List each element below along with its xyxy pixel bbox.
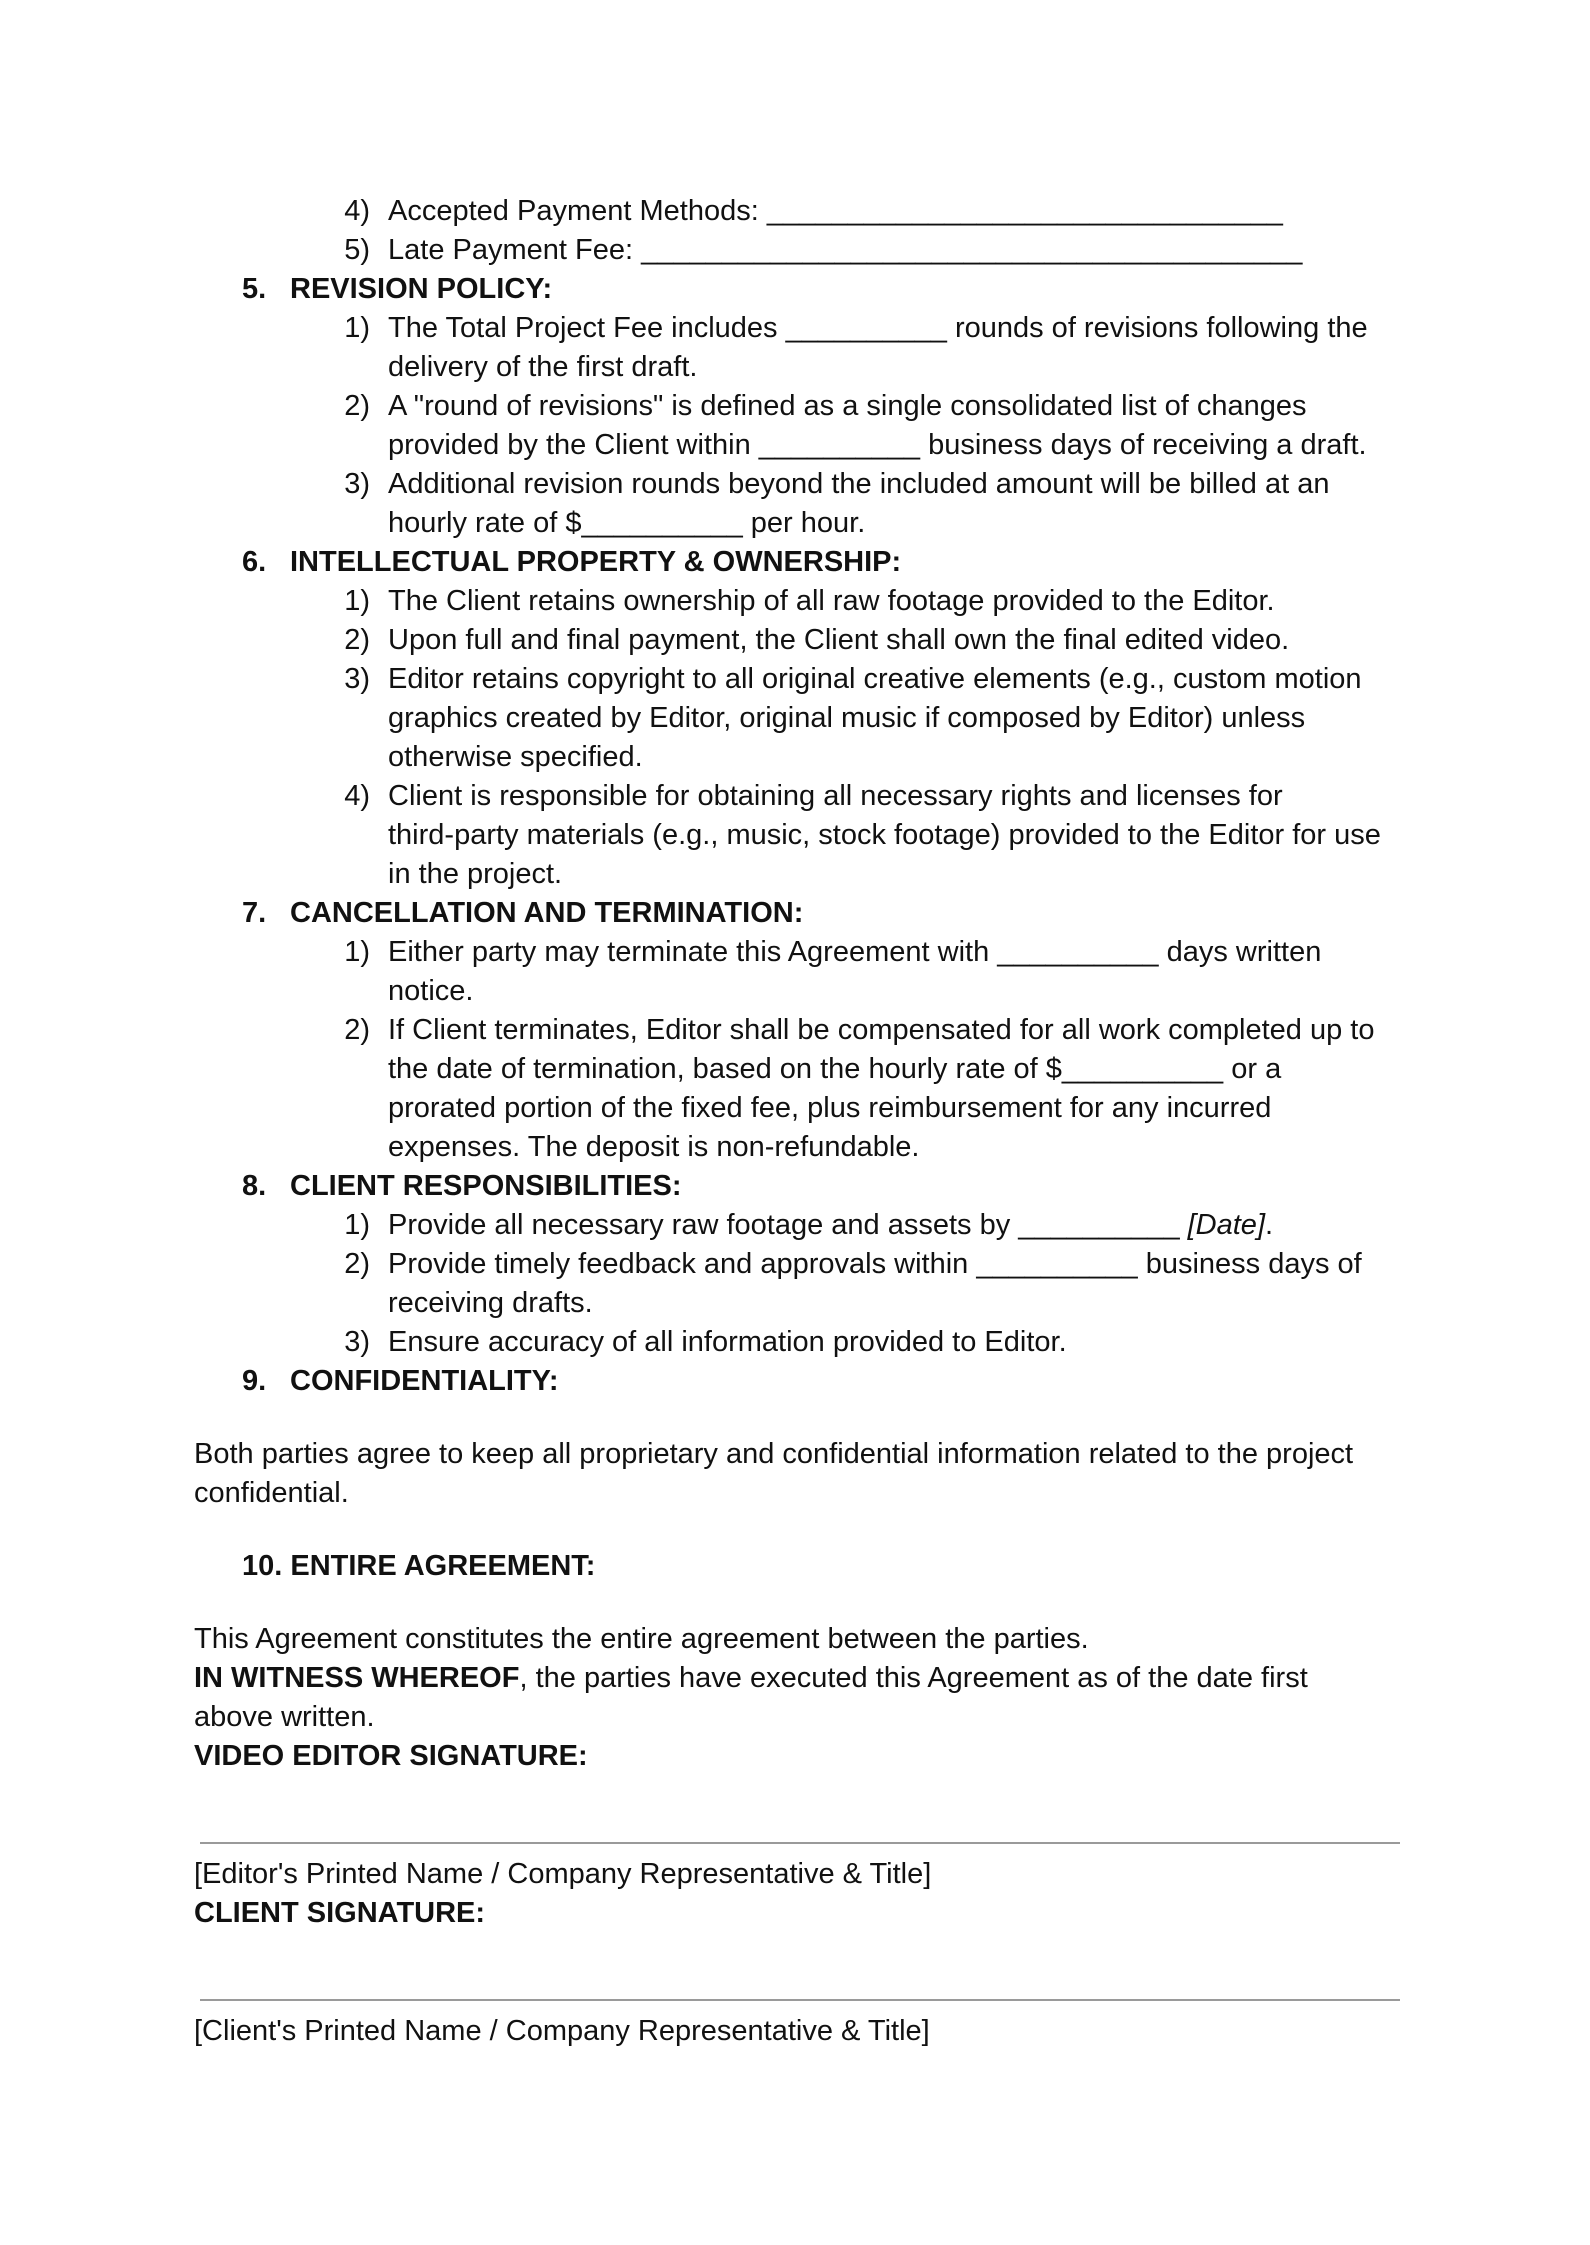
editor-signature-label: VIDEO EDITOR SIGNATURE: (194, 1740, 588, 1772)
section-title: CONFIDENTIALITY: (290, 1365, 559, 1397)
section-number: 7. (242, 897, 267, 929)
witness-bold: IN WITNESS WHEREOF (194, 1662, 520, 1694)
item-number: 2) (344, 1248, 370, 1280)
item-text (388, 1206, 1273, 1245)
witness-statement (194, 1659, 1308, 1698)
item-number: 4) (344, 780, 370, 812)
item-number: 2) (344, 390, 370, 422)
s7-item-2-cont: prorated portion of the fixed fee, plus reimbursement for any incurred (388, 1092, 1272, 1124)
s6-item-4-cont: third-party materials (e.g., music, stock footage) provided to the Editor for use (388, 819, 1381, 851)
item-text: If Client terminates, Editor shall be compensated for all work completed up to (388, 1014, 1375, 1046)
date-placeholder: [Date] (1187, 1209, 1265, 1241)
s6-item-3-cont: graphics created by Editor, original music if composed by Editor) unless (388, 702, 1306, 734)
client-printed-name: [Client's Printed Name / Company Representative & Title] (194, 2015, 930, 2047)
editor-signature-line[interactable] (200, 1842, 1400, 1844)
item-text: Editor retains copyright to all original creative elements (e.g., custom motion (388, 663, 1362, 695)
item-text: Accepted Payment Methods: ________________________________ (388, 195, 1283, 227)
item-text: The Client retains ownership of all raw footage provided to the Editor. (388, 585, 1275, 617)
client-signature-line[interactable] (200, 1999, 1400, 2001)
item-number: 3) (344, 1326, 370, 1358)
item-text: Provide timely feedback and approvals within __________ business days of (388, 1248, 1362, 1280)
item-number: 2) (344, 624, 370, 656)
item-text: Either party may terminate this Agreement with __________ days written (388, 936, 1322, 968)
item-number: 1) (344, 1209, 370, 1241)
section-10-heading: 10. ENTIRE AGREEMENT: (242, 1550, 596, 1582)
section-title: REVISION POLICY: (290, 273, 553, 305)
item-text-before: Provide all necessary raw footage and assets by __________ (388, 1209, 1188, 1241)
s6-item-3-cont: otherwise specified. (388, 741, 643, 773)
item-number: 4) (344, 195, 370, 227)
s7-item-1-cont: notice. (388, 975, 474, 1007)
section-number: 5. (242, 273, 267, 305)
section-title: INTELLECTUAL PROPERTY & OWNERSHIP: (290, 546, 902, 578)
s5-item-3-cont: hourly rate of $__________ per hour. (388, 507, 866, 539)
s8-item-2-cont: receiving drafts. (388, 1287, 593, 1319)
witness-statement-cont: above written. (194, 1701, 375, 1733)
s9-body: Both parties agree to keep all proprietary and confidential information related to the project (194, 1438, 1354, 1470)
item-text-after: . (1265, 1209, 1274, 1241)
s6-item-4-cont: in the project. (388, 858, 563, 890)
item-number: 2) (344, 1014, 370, 1046)
s5-item-1-cont: delivery of the first draft. (388, 351, 698, 383)
item-text: Additional revision rounds beyond the included amount will be billed at an (388, 468, 1330, 500)
s9-body-cont: confidential. (194, 1477, 349, 1509)
s7-item-2-cont: expenses. The deposit is non-refundable. (388, 1131, 920, 1163)
section-title: CANCELLATION AND TERMINATION: (290, 897, 804, 929)
item-number: 3) (344, 468, 370, 500)
section-number: 9. (242, 1365, 267, 1397)
item-text: Upon full and final payment, the Client shall own the final edited video. (388, 624, 1290, 656)
witness-rest: , the parties have executed this Agreement as of the date first (519, 1662, 1308, 1694)
item-text: A "round of revisions" is defined as a single consolidated list of changes (388, 390, 1307, 422)
editor-printed-name: [Editor's Printed Name / Company Representative & Title] (194, 1858, 932, 1890)
item-text: Client is responsible for obtaining all necessary rights and licenses for (388, 780, 1283, 812)
client-signature-label: CLIENT SIGNATURE: (194, 1897, 486, 1929)
item-text: The Total Project Fee includes __________ rounds of revisions following the (388, 312, 1368, 344)
item-number: 1) (344, 312, 370, 344)
s5-item-2-cont: provided by the Client within __________ business days of receiving a draft. (388, 429, 1367, 461)
item-number: 3) (344, 663, 370, 695)
item-number: 5) (344, 234, 370, 266)
item-text: Ensure accuracy of all information provided to Editor. (388, 1326, 1067, 1358)
s10-body: This Agreement constitutes the entire agreement between the parties. (194, 1623, 1089, 1655)
section-number: 8. (242, 1170, 267, 1202)
section-number: 6. (242, 546, 267, 578)
item-text: Late Payment Fee: _________________________________________ (388, 234, 1303, 266)
item-number: 1) (344, 585, 370, 617)
item-number: 1) (344, 936, 370, 968)
section-title: CLIENT RESPONSIBILITIES: (290, 1170, 682, 1202)
s7-item-2-cont: the date of termination, based on the hourly rate of $__________ or a (388, 1053, 1282, 1085)
